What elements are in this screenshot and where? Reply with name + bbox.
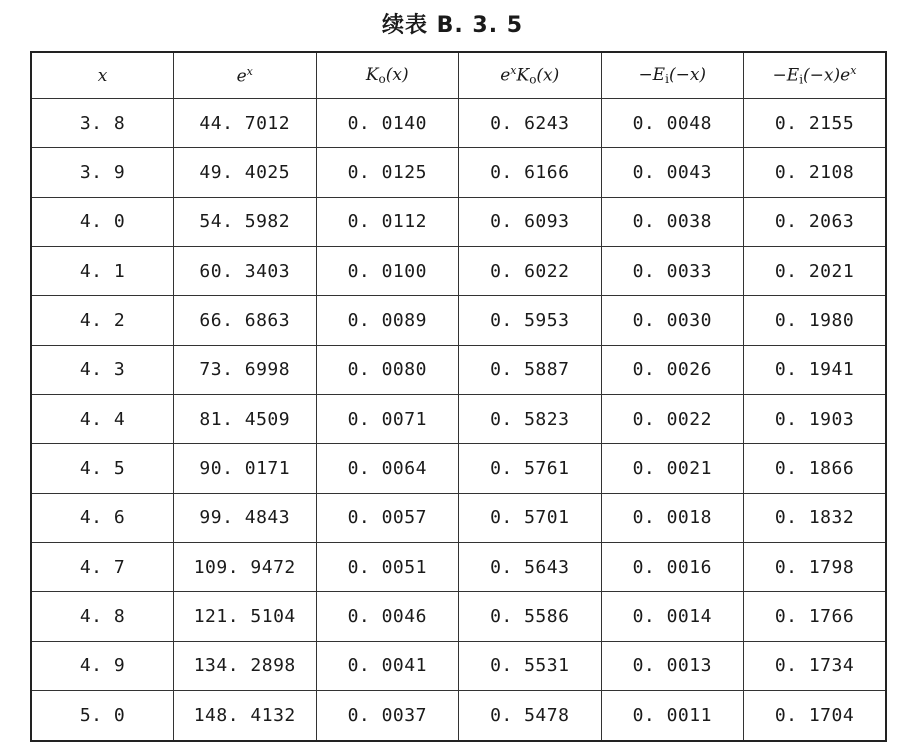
table-cell: 0. 1941 (744, 345, 887, 394)
table-cell: 0. 5953 (459, 296, 602, 345)
table-cell: 0. 0016 (601, 542, 744, 591)
table-cell: 121. 5104 (174, 592, 317, 641)
table-cell: 0. 0011 (601, 690, 744, 741)
table-row (31, 542, 886, 591)
table-row (31, 197, 886, 246)
table-row (31, 444, 886, 493)
table-cell: 4. 1 (31, 246, 174, 295)
table-cell: 0. 0014 (601, 592, 744, 641)
table-cell: 0. 1903 (744, 394, 887, 443)
table-cell: 0. 6093 (459, 197, 602, 246)
column-header-x: x (31, 52, 174, 99)
table-cell: 0. 0021 (601, 444, 744, 493)
table-row (31, 296, 886, 345)
table-cell: 0. 6166 (459, 148, 602, 197)
table-row (31, 592, 886, 641)
table-cell: 0. 1832 (744, 493, 887, 542)
table-cell: 0. 1704 (744, 690, 887, 741)
table-cell: 0. 0089 (316, 296, 459, 345)
table-cell: 4. 6 (31, 493, 174, 542)
table-row (31, 148, 886, 197)
table-cell: 0. 0051 (316, 542, 459, 591)
table-title: 续表 B. 3. 5 (381, 13, 524, 38)
table-cell: 0. 5531 (459, 641, 602, 690)
table-cell: 4. 4 (31, 394, 174, 443)
table-cell: 0. 0043 (601, 148, 744, 197)
table-cell: 0. 5823 (459, 394, 602, 443)
table-cell: 0. 1866 (744, 444, 887, 493)
table-row (31, 345, 886, 394)
table-cell: 73. 6998 (174, 345, 317, 394)
table-cell: 0. 2108 (744, 148, 887, 197)
table-cell: 0. 0112 (316, 197, 459, 246)
table-cell: 3. 8 (31, 99, 174, 148)
table-cell: 0. 0064 (316, 444, 459, 493)
table-cell: 0. 0030 (601, 296, 744, 345)
table-cell: 0. 1734 (744, 641, 887, 690)
table-cell: 3. 9 (31, 148, 174, 197)
table-cell: 0. 2021 (744, 246, 887, 295)
table-cell: 148. 4132 (174, 690, 317, 741)
column-header-exp: $e^x$ (174, 52, 317, 99)
table-cell: 0. 0100 (316, 246, 459, 295)
table-cell: 0. 0038 (601, 197, 744, 246)
table-cell: 44. 7012 (174, 99, 317, 148)
table-cell: 4. 5 (31, 444, 174, 493)
table-cell: 134. 2898 (174, 641, 317, 690)
data-table (30, 51, 887, 742)
table-cell: 4. 2 (31, 296, 174, 345)
table-body (31, 99, 886, 742)
table-cell: 4. 3 (31, 345, 174, 394)
table-row (31, 394, 886, 443)
table-cell: 0. 5887 (459, 345, 602, 394)
table-cell: 0. 1798 (744, 542, 887, 591)
table-cell: 99. 4843 (174, 493, 317, 542)
table-row (31, 246, 886, 295)
table-row (31, 99, 886, 148)
table-row (31, 641, 886, 690)
table-cell: 0. 1980 (744, 296, 887, 345)
table-cell: 5. 0 (31, 690, 174, 741)
table-cell: 0. 0033 (601, 246, 744, 295)
table-cell: 0. 5478 (459, 690, 602, 741)
table-cell: 0. 5761 (459, 444, 602, 493)
column-header-neg-ei-exp: $-E_i(-x)e^x$ (744, 52, 887, 99)
table-cell: 4. 0 (31, 197, 174, 246)
table-cell: 0. 0140 (316, 99, 459, 148)
table-cell: 0. 5701 (459, 493, 602, 542)
table-cell: 0. 2063 (744, 197, 887, 246)
table-cell: 4. 8 (31, 592, 174, 641)
table-cell: 0. 6243 (459, 99, 602, 148)
column-header-exp-k0: $e^xK_o(x)$ (459, 52, 602, 99)
table-cell: 0. 6022 (459, 246, 602, 295)
table-cell: 0. 0071 (316, 394, 459, 443)
table-cell: 0. 1766 (744, 592, 887, 641)
table-cell: 90. 0171 (174, 444, 317, 493)
header-row (31, 52, 886, 99)
table-cell: 4. 7 (31, 542, 174, 591)
table-cell: 60. 3403 (174, 246, 317, 295)
table-cell: 0. 0080 (316, 345, 459, 394)
table-cell: 0. 0013 (601, 641, 744, 690)
table-cell: 0. 0057 (316, 493, 459, 542)
column-header-k0: $K_o(x)$ (316, 52, 459, 99)
table-cell: 0. 0018 (601, 493, 744, 542)
table-cell: 49. 4025 (174, 148, 317, 197)
table-cell: 0. 0022 (601, 394, 744, 443)
table-cell: 0. 0037 (316, 690, 459, 741)
table-cell: 0. 5586 (459, 592, 602, 641)
table-cell: 0. 0026 (601, 345, 744, 394)
column-header-neg-ei: $-E_i(-x)$ (601, 52, 744, 99)
table-cell: 0. 0125 (316, 148, 459, 197)
table-cell: 0. 2155 (744, 99, 887, 148)
table-cell: 0. 0041 (316, 641, 459, 690)
table-cell: 0. 0048 (601, 99, 744, 148)
table-cell: 109. 9472 (174, 542, 317, 591)
table-cell: 81. 4509 (174, 394, 317, 443)
table-cell: 66. 6863 (174, 296, 317, 345)
table-row (31, 493, 886, 542)
table-cell: 0. 0046 (316, 592, 459, 641)
table-cell: 4. 9 (31, 641, 174, 690)
table-row (31, 690, 886, 741)
table-cell: 54. 5982 (174, 197, 317, 246)
table-cell: 0. 5643 (459, 542, 602, 591)
